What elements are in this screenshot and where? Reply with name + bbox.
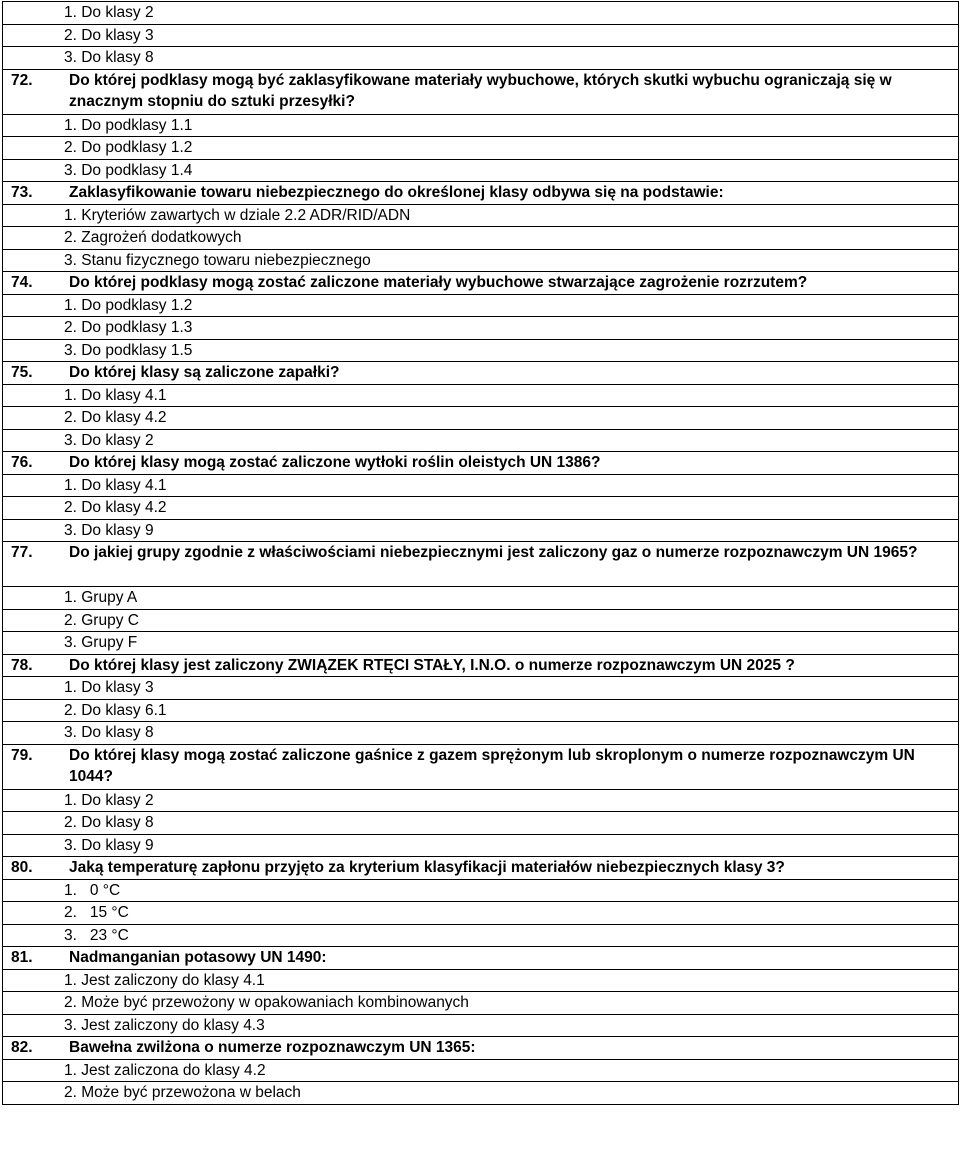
answer-option: 2. Zagrożeń dodatkowych (64, 229, 242, 246)
answer-row (3, 925, 958, 948)
answer-row (3, 205, 958, 228)
question-row (3, 857, 958, 880)
question-text: Jaką temperaturę zapłonu przyjęto za kryterium klasyfikacji materiałów niebezpiecznych klasy 3? (69, 859, 785, 876)
answer-option: 2. Do klasy 8 (64, 814, 154, 831)
answer-option: 2. Może być przewożony w opakowaniach kombinowanych (64, 994, 469, 1011)
answer-option: 3. 23 °C (64, 926, 129, 944)
answer-row (3, 722, 958, 745)
answer-row (3, 677, 958, 700)
answer-option: 1. Do podklasy 1.1 (64, 116, 193, 134)
answer-row (3, 2, 958, 25)
answer-option: 1. Do podklasy 1.2 (64, 296, 193, 314)
answer-option: 1. Grupy A (64, 589, 138, 606)
answer-row (3, 632, 958, 655)
answer-option: 2. Może być przewożona w belach (64, 1084, 301, 1101)
answer-option: 3. Jest zaliczony do klasy 4.3 (64, 1016, 265, 1034)
question-number: 82. (11, 1039, 33, 1056)
answer-row (3, 812, 958, 835)
answer-row (3, 610, 958, 633)
question-text: Do której klasy mogą zostać zaliczone wytłoki roślin oleistych UN 1386? (69, 454, 601, 471)
question-number: 76. (11, 454, 33, 471)
question-text: Do której podklasy mogą być zaklasyfikowane materiały wybuchowe, których skutki wybuchu ograniczają się w znacznym stopniu do sztuki przesyłki? (69, 71, 892, 110)
answer-row (3, 250, 958, 273)
answer-row (3, 992, 958, 1015)
question-row (3, 655, 958, 678)
answer-row (3, 1060, 958, 1083)
question-number: 81. (11, 949, 33, 966)
answer-option: 1. Do klasy 2 (64, 791, 154, 809)
answer-option: 2. Grupy C (64, 611, 139, 629)
answer-option: 2. Do klasy 3 (64, 26, 154, 44)
question-row (3, 452, 958, 475)
question-text: Nadmanganian potasowy UN 1490: (69, 949, 327, 966)
answer-row (3, 295, 958, 318)
question-row (3, 272, 958, 295)
question-text: Do której klasy mogą zostać zaliczone gaśnice z gazem sprężonym lub skroplonym o numerze rozpoznawczym UN 1044? (69, 746, 915, 785)
answer-option: 1. Do klasy 4.1 (64, 476, 167, 494)
answer-option: 1. Do klasy 4.1 (64, 386, 167, 404)
question-number: 79. (11, 746, 33, 764)
answer-row (3, 902, 958, 925)
answer-row (3, 47, 958, 70)
question-number: 74. (11, 274, 33, 291)
answer-option: 3. Stanu fizycznego towaru niebezpiecznego (64, 251, 371, 269)
answer-row (3, 1082, 958, 1105)
question-text: Do której klasy jest zaliczony ZWIĄZEK RTĘCI STAŁY, I.N.O. o numerze rozpoznawczym UN 2025 ? (69, 656, 795, 674)
question-row (3, 70, 958, 115)
answer-row (3, 340, 958, 363)
question-number: 75. (11, 364, 33, 381)
question-number: 80. (11, 859, 33, 876)
answer-row (3, 407, 958, 430)
answer-option: 1. Do klasy 2 (64, 4, 154, 21)
answer-option: 1. 0 °C (64, 881, 121, 899)
answer-option: 2. Do klasy 4.2 (64, 499, 167, 516)
question-text: Zaklasyfikowanie towaru niebezpiecznego do określonej klasy odbywa się na podstawie: (69, 184, 724, 201)
question-number: 72. (11, 71, 33, 89)
question-text: Do jakiej grupy zgodnie z właściwościami niebezpiecznymi jest zaliczony gaz o numerze rozpoznawczym UN 1965? (69, 544, 918, 561)
answer-option: 1. Jest zaliczona do klasy 4.2 (64, 1061, 266, 1079)
answer-row (3, 430, 958, 453)
answer-option: 2. 15 °C (64, 904, 129, 921)
answer-row (3, 475, 958, 498)
answer-option: 3. Do klasy 8 (64, 49, 154, 66)
answer-option: 2. Do podklasy 1.2 (64, 139, 193, 156)
answer-option: 3. Do klasy 9 (64, 836, 154, 854)
answer-option: 1. Jest zaliczony do klasy 4.1 (64, 971, 265, 989)
answer-option: 1. Do klasy 3 (64, 679, 154, 696)
question-row (3, 947, 958, 970)
question-row (3, 182, 958, 205)
answer-row (3, 1015, 958, 1038)
answer-option: 3. Do klasy 2 (64, 431, 154, 449)
answer-row (3, 790, 958, 813)
answer-row (3, 700, 958, 723)
question-row (3, 362, 958, 385)
answer-row (3, 25, 958, 48)
answer-row (3, 385, 958, 408)
question-text: Bawełna zwilżona o numerze rozpoznawczym UN 1365: (69, 1039, 476, 1056)
answer-option: 3. Do podklasy 1.5 (64, 341, 193, 359)
answer-option: 2. Do klasy 6.1 (64, 701, 167, 719)
answer-row (3, 160, 958, 183)
answer-option: 3. Do klasy 8 (64, 724, 154, 741)
question-number: 73. (11, 184, 33, 201)
question-text: Do której klasy są zaliczone zapałki? (69, 364, 340, 381)
answer-row (3, 970, 958, 993)
answer-option: 2. Do podklasy 1.3 (64, 319, 193, 336)
question-row (3, 542, 958, 587)
answer-option: 3. Do podklasy 1.4 (64, 161, 193, 179)
answer-option: 3. Grupy F (64, 634, 138, 651)
answer-row (3, 520, 958, 543)
answer-row (3, 497, 958, 520)
answer-row (3, 115, 958, 138)
answer-row (3, 317, 958, 340)
question-text: Do której podklasy mogą zostać zaliczone materiały wybuchowe stwarzające zagrożenie rozrzutem? (69, 274, 808, 291)
question-number: 77. (11, 544, 33, 561)
answer-row (3, 835, 958, 858)
answer-row (3, 587, 958, 610)
answer-option: 3. Do klasy 9 (64, 521, 154, 539)
question-number: 78. (11, 656, 33, 674)
answer-option: 1. Kryteriów zawartych w dziale 2.2 ADR/RID/ADN (64, 206, 411, 224)
question-row (3, 1037, 958, 1060)
answer-row (3, 880, 958, 903)
question-table (2, 1, 959, 1105)
answer-row (3, 227, 958, 250)
question-row (3, 745, 958, 790)
answer-option: 2. Do klasy 4.2 (64, 409, 167, 426)
answer-row (3, 137, 958, 160)
